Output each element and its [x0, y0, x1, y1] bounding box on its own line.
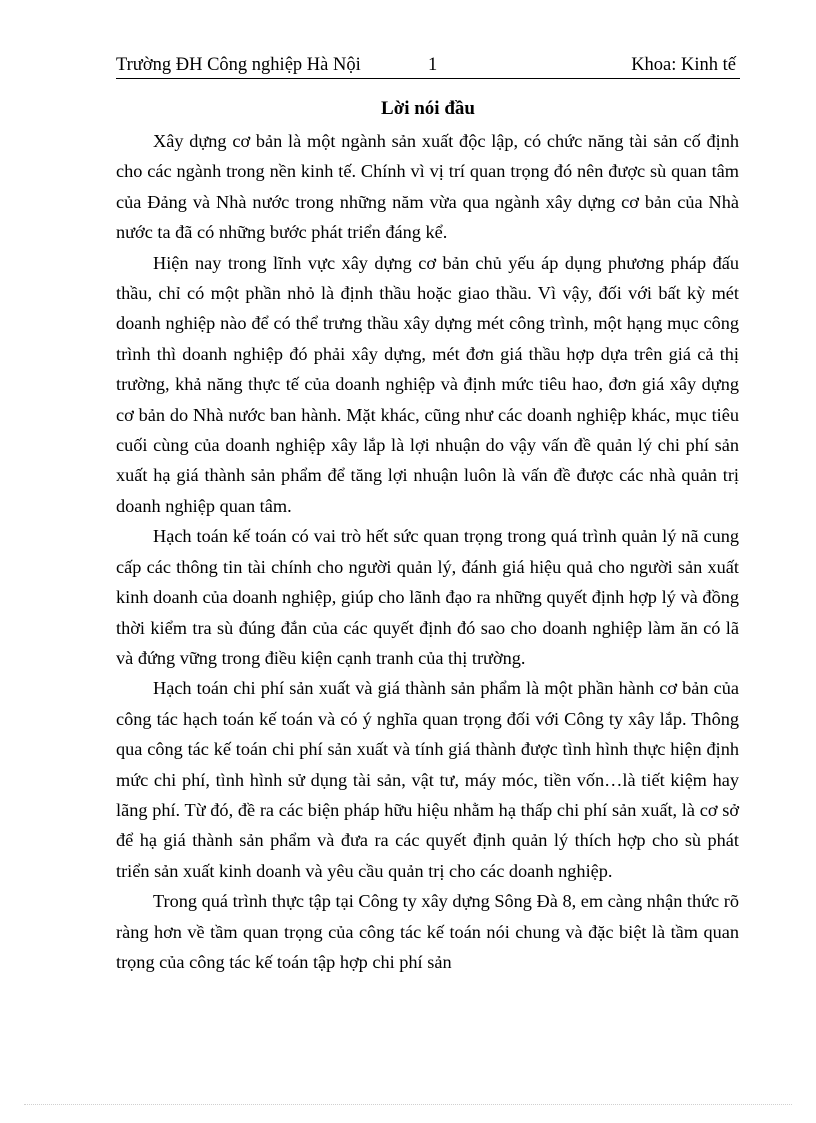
header-school-name: Trường ĐH Công nghiệp Hà Nội [116, 55, 361, 75]
paragraph: Hạch toán chi phí sản xuất và giá thành sản phẩm là một phần hành cơ bản của công tác hạch toán kế toán và có ý nghĩa quan trọng đối với Công ty xây lắp. Thông qua công tác kế toán chi phí sản xuất và tính giá thành được tình hình thực hiện định mức chi phí, tình hình sử dụng tài sản, vật tư, máy móc, tiền vốn…là tiết kiệm hay lãng phí. Từ đó, đề ra các biện pháp hữu hiệu nhằm hạ thấp chi phí sản xuất, là cơ sở để hạ giá thành sản phẩm và đưa ra các quyết định quản lý thích hợp cho sù phát triển sản xuất kinh doanh và yêu cầu quản trị cho các doanh nghiệp. [116, 678, 739, 881]
document-body [116, 126, 739, 977]
paragraph: Hạch toán kế toán có vai trò hết sức quan trọng trong quá trình quản lý nã cung cấp các thông tin tài chính cho người quản lý, đánh giá hiệu quả cho người sản xuất kinh doanh của doanh nghiệp, giúp cho lãnh đạo ra những quyết định hợp lý và đồng thời kiểm tra sù đúng đắn của các quyết định đó sao cho doanh nghiệp làm ăn có lã và đứng vững trong điều kiện cạnh tranh của thị trường. [116, 526, 739, 668]
page-number: 1 [428, 55, 438, 75]
page-header [116, 52, 740, 79]
page-bottom-divider [24, 1104, 792, 1105]
document-title: Lời nói đầu [381, 98, 475, 119]
paragraph: Xây dựng cơ bản là một ngành sản xuất độc lập, có chức năng tài sản cố định cho các ngành trong nền kinh tế. Chính vì vị trí quan trọng đó nên được sù quan tâm của Đảng và Nhà nước trong những năm vừa qua ngành xây dựng cơ bản của Nhà nước ta đã có những bước phát triển đáng kể. [116, 131, 739, 243]
paragraph: Hiện nay trong lĩnh vực xây dựng cơ bản chủ yếu áp dụng phương pháp đấu thầu, chỉ có một phần nhỏ là định thầu hoặc giao thầu. Vì vậy, đối với bất kỳ mét doanh nghiệp nào để có thể trưng thầu xây dựng mét công trình, một hạng mục công trình thì doanh nghiệp đó phải xây dựng, mét đơn giá thầu hợp dựa trên giá cả thị trường, khả năng thực tế của doanh nghiệp và định mức tiêu hao, đơn giá xây dựng cơ bản do Nhà nước ban hành. Mặt khác, cũng như các doanh nghiệp khác, mục tiêu cuối cùng của doanh nghiệp xây lắp là lợi nhuận do vậy vấn đề quản lý chi phí sản xuất hạ giá thành sản phẩm để tăng lợi nhuận luôn là vấn đề được các nhà quản trị doanh nghiệp quan tâm. [116, 252, 739, 516]
paragraph: Trong quá trình thực tập tại Công ty xây dựng Sông Đà 8, em càng nhận thức rõ ràng hơn về tầm quan trọng của công tác kế toán nói chung và đặc biệt là tầm quan trọng của công tác kế toán tập hợp chi phí sản [116, 891, 739, 972]
header-faculty: Khoa: Kinh tế [631, 55, 736, 75]
